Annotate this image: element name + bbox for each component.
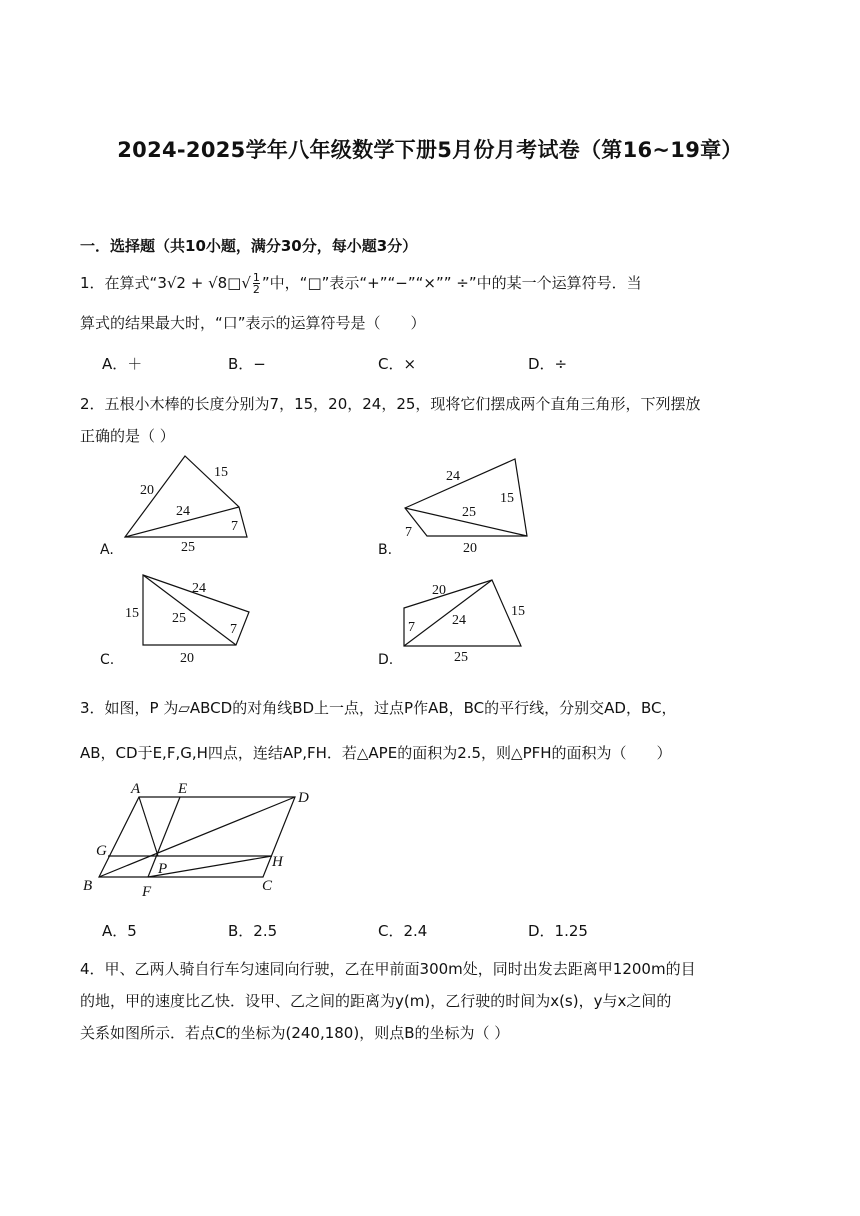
q3-point-a: A bbox=[131, 781, 141, 797]
q2-option-a-label[interactable]: A. bbox=[100, 542, 114, 558]
q2-figB-label-7: 7 bbox=[405, 525, 412, 540]
q4-line3: 关系如图所示．若点C的坐标为(240,180)，则点B的坐标为（ ） bbox=[80, 1024, 510, 1042]
q2-figA-label-15: 15 bbox=[214, 465, 228, 480]
q3-point-f: F bbox=[142, 884, 152, 900]
q3-option-c[interactable]: C．2.4 bbox=[378, 922, 428, 940]
q2-option-c-label[interactable]: C. bbox=[100, 652, 115, 668]
q2-figA-label-25: 25 bbox=[181, 540, 195, 555]
q1-line1-b: ”中，“□”表示“+”“−”“×”” ÷”中的某一个运算符号．当 bbox=[261, 274, 642, 292]
q2-figC-label-20: 20 bbox=[180, 651, 194, 666]
q1-option-c[interactable]: C．× bbox=[378, 355, 417, 373]
q1-option-d[interactable]: D．÷ bbox=[528, 355, 568, 373]
q2-figC-label-25: 25 bbox=[172, 611, 186, 626]
section-heading: 一．选择题（共10小题，满分30分，每小题3分） bbox=[80, 237, 418, 255]
q2-figA-label-24: 24 bbox=[176, 504, 190, 519]
q3-line1: 3．如图，P 为▱ABCD的对角线BD上一点，过点P作AB，BC的平行线，分别交AD，BC， bbox=[80, 699, 677, 717]
q3-point-e: E bbox=[178, 781, 188, 797]
q3-option-a[interactable]: A．5 bbox=[102, 922, 137, 940]
q1-option-a[interactable]: A．＋ bbox=[102, 355, 143, 373]
q1-line1-a: 1．在算式“3√2 + √8□√ bbox=[80, 274, 251, 292]
q2-figA-label-7: 7 bbox=[231, 519, 238, 534]
q3-figure bbox=[99, 797, 295, 877]
q2-option-b-label[interactable]: B. bbox=[378, 542, 393, 558]
q3-option-b[interactable]: B．2.5 bbox=[228, 922, 278, 940]
q2-figD-diagonal bbox=[404, 580, 492, 646]
q1-frac-den: 2 bbox=[252, 283, 260, 296]
q2-figD-label-24: 24 bbox=[452, 613, 466, 628]
q2-line1: 2．五根小木棒的长度分别为7，15，20，24，25，现将它们摆成两个直角三角形，下列摆放 bbox=[80, 395, 701, 413]
q2-figD-label-7: 7 bbox=[408, 620, 415, 635]
q3-line2: AB，CD于E,F,G,H四点，连结AP,FH．若△APE的面积为2.5，则△PFH的面积为（ ） bbox=[80, 744, 672, 762]
q3-point-b: B bbox=[83, 878, 93, 894]
q2-figB-label-15: 15 bbox=[500, 491, 514, 506]
q3-option-d[interactable]: D．1.25 bbox=[528, 922, 588, 940]
page-title: 2024-2025学年八年级数学下册5月份月考试卷（第16~19章） bbox=[117, 138, 743, 162]
q2-line2: 正确的是（ ） bbox=[80, 427, 175, 445]
q3-line-ap bbox=[139, 797, 158, 856]
q4-line1: 4．甲、乙两人骑自行车匀速同向行驶，乙在甲前面300m处，同时出发去距离甲1200m的目 bbox=[80, 960, 696, 978]
q3-point-c: C bbox=[262, 878, 273, 894]
q2-figC-diagonal bbox=[143, 575, 236, 645]
q2-figC-label-15: 15 bbox=[125, 606, 139, 621]
q2-figC-label-24: 24 bbox=[192, 581, 206, 596]
q2-figD-label-25: 25 bbox=[454, 650, 468, 665]
q2-option-d-label[interactable]: D. bbox=[378, 652, 394, 668]
q3-point-d: D bbox=[298, 790, 309, 806]
q2-figD-label-15: 15 bbox=[511, 604, 525, 619]
q3-point-g: G bbox=[96, 843, 107, 859]
q2-figB-label-24: 24 bbox=[446, 469, 460, 484]
q2-figB-label-20: 20 bbox=[463, 541, 477, 556]
q2-figC-label-7: 7 bbox=[230, 622, 237, 637]
q4-line2: 的地，甲的速度比乙快．设甲、乙之间的距离为y(m)，乙行驶的时间为x(s)，y与x之间的 bbox=[80, 992, 672, 1010]
q2-figD-label-20: 20 bbox=[432, 583, 446, 598]
q2-figB-label-25: 25 bbox=[462, 505, 476, 520]
q1-frac-num: 1 bbox=[252, 271, 260, 284]
q1-option-b[interactable]: B．− bbox=[228, 355, 266, 373]
q3-point-p: P bbox=[158, 861, 168, 877]
q2-figA-label-20: 20 bbox=[140, 483, 154, 498]
q3-point-h: H bbox=[272, 854, 283, 870]
q1-line2: 算式的结果最大时，“口”表示的运算符号是（ ） bbox=[80, 314, 426, 332]
q3-diagonal-bd bbox=[99, 797, 295, 877]
